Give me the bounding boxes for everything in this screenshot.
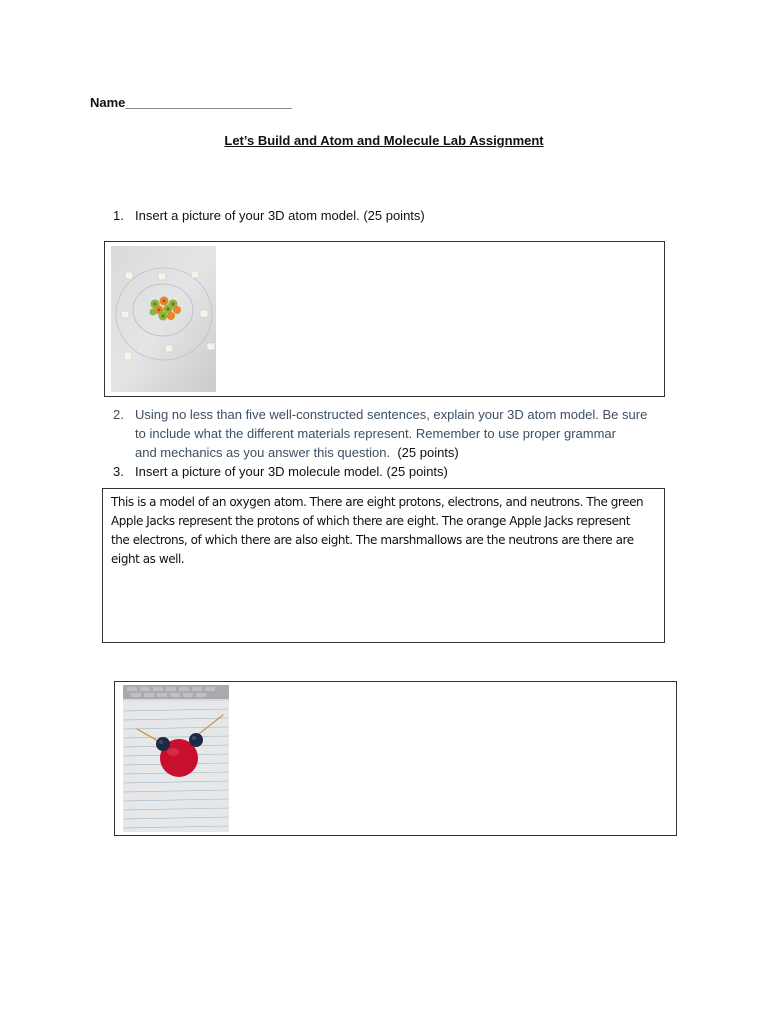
question-2 xyxy=(113,405,693,465)
name-field-label: Name_______________________ xyxy=(90,95,292,110)
assignment-title: Let’s Build and Atom and Molecule Lab Assignment xyxy=(224,133,544,148)
question-1-text: Insert a picture of your 3D atom model. (25 points) xyxy=(135,208,425,223)
question-3-number: 3. xyxy=(113,464,124,479)
molecule-model-picture-box xyxy=(114,681,677,836)
question-2-line-1: Using no less than five well-constructed sentences, explain your 3D atom model. Be sure xyxy=(135,407,648,422)
atom-model-picture-box xyxy=(104,241,665,397)
answer-text xyxy=(111,493,656,569)
question-2-number: 2. xyxy=(113,407,124,422)
question-2-points: (25 points) xyxy=(397,445,459,460)
question-2-line-3-text: and mechanics as you answer this question. xyxy=(135,445,391,460)
answer-line-3: the electrons, of which there are also eight. The marshmallows are the neutrons are there are xyxy=(111,533,634,547)
hydrogen-ball-left xyxy=(156,737,170,751)
question-1-number: 1. xyxy=(113,208,124,223)
hydrogen-ball-right xyxy=(189,733,203,747)
question-1 xyxy=(113,206,673,226)
question-2-line-2: to include what the different materials represent. Remember to use proper grammar xyxy=(135,426,616,441)
question-3 xyxy=(113,462,673,482)
question-2-line-3 xyxy=(135,443,647,462)
answer-text-box[interactable] xyxy=(102,488,665,643)
molecule-model-image xyxy=(123,685,229,832)
question-2-text xyxy=(135,405,647,462)
atom-model-photo xyxy=(111,246,216,392)
molecule-model-photo xyxy=(123,685,229,832)
answer-line-1: This is a model of an oxygen atom. There are eight protons, electrons, and neutrons. The green xyxy=(111,495,644,509)
atom-model-image xyxy=(111,246,216,392)
answer-line-4: eight as well. xyxy=(111,552,185,566)
answer-line-2: Apple Jacks represent the protons of which there are eight. The orange Apple Jacks represent xyxy=(111,514,630,528)
question-3-text: Insert a picture of your 3D molecule model. (25 points) xyxy=(135,464,448,479)
